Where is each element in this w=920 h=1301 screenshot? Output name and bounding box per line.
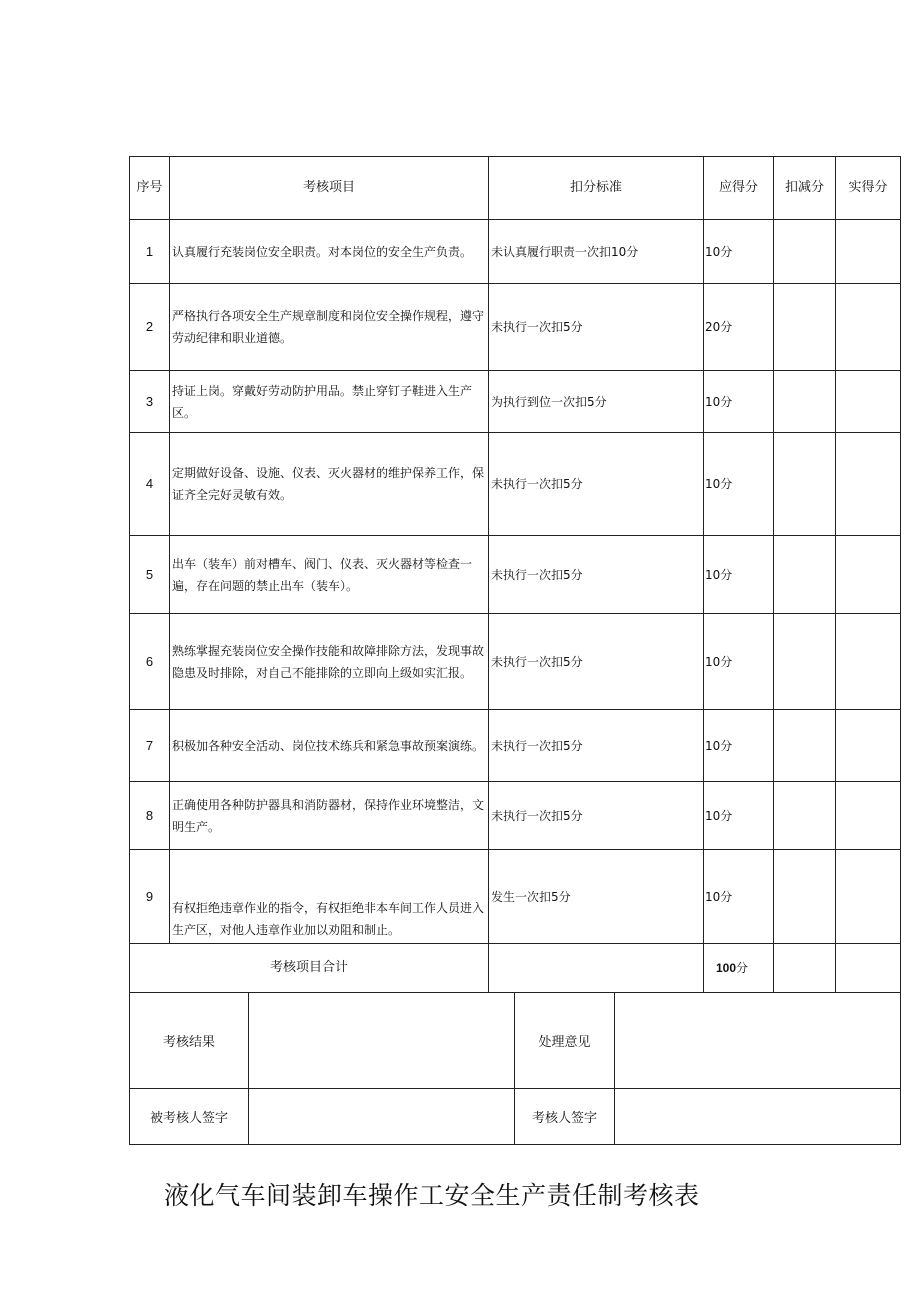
row-deduct-cell[interactable] (774, 433, 836, 536)
row-standard: 未执行一次扣5分 (489, 710, 704, 782)
table-row (130, 371, 901, 433)
row-deduct-cell[interactable] (774, 710, 836, 782)
row-item: 认真履行充装岗位安全职责。对本岗位的安全生产负责。 (170, 220, 489, 284)
header-row (130, 157, 901, 220)
row-no: 9 (130, 850, 170, 944)
row-item: 有权拒绝违章作业的指令，有权拒绝非本车间工作人员进入生产区，对他人违章作业加以劝阻和制止。 (170, 850, 489, 944)
row-no: 3 (130, 371, 170, 433)
table-row (130, 536, 901, 614)
signature-row (130, 1089, 901, 1145)
total-label: 考核项目合计 (130, 944, 489, 993)
header-standard: 扣分标准 (489, 157, 704, 220)
row-actual-cell[interactable] (836, 284, 901, 371)
row-standard: 为执行到位一次扣5分 (489, 371, 704, 433)
row-item: 积极加各种安全活动、岗位技术练兵和紧急事故预案演练。 (170, 710, 489, 782)
row-standard: 发生一次扣5分 (489, 850, 704, 944)
row-no: 8 (130, 782, 170, 850)
row-due: 10分 (704, 782, 774, 850)
row-actual-cell[interactable] (836, 710, 901, 782)
row-deduct-cell[interactable] (774, 371, 836, 433)
header-no: 序号 (130, 157, 170, 220)
row-due: 10分 (704, 220, 774, 284)
row-deduct-cell[interactable] (774, 284, 836, 371)
row-standard: 未执行一次扣5分 (489, 284, 704, 371)
opinion-field[interactable] (615, 993, 901, 1089)
assessor-sign-label: 考核人签字 (515, 1089, 615, 1145)
row-item: 持证上岗。穿戴好劳动防护用品。禁止穿钉子鞋进入生产区。 (170, 371, 489, 433)
table-row (130, 220, 901, 284)
row-due: 10分 (704, 536, 774, 614)
table-row (130, 284, 901, 371)
header-deduct: 扣减分 (774, 157, 836, 220)
table-row (130, 782, 901, 850)
row-no: 7 (130, 710, 170, 782)
row-due: 10分 (704, 710, 774, 782)
row-no: 6 (130, 614, 170, 710)
result-label: 考核结果 (130, 993, 249, 1089)
total-deduct-cell[interactable] (774, 944, 836, 993)
row-due: 20分 (704, 284, 774, 371)
result-table (129, 993, 901, 1145)
table-row (130, 710, 901, 782)
row-deduct-cell[interactable] (774, 536, 836, 614)
row-actual-cell[interactable] (836, 536, 901, 614)
document-title: 液化气车间装卸车操作工安全生产责任制考核表 (164, 1181, 700, 1210)
row-actual-cell[interactable] (836, 850, 901, 944)
row-deduct-cell[interactable] (774, 850, 836, 944)
row-actual-cell[interactable] (836, 614, 901, 710)
total-unit: 分 (736, 961, 749, 975)
row-standard: 未执行一次扣5分 (489, 536, 704, 614)
total-value: 100 (716, 961, 737, 975)
row-deduct-cell[interactable] (774, 614, 836, 710)
table-row (130, 614, 901, 710)
total-actual-cell[interactable] (836, 944, 901, 993)
assessee-sign-field[interactable] (249, 1089, 515, 1145)
assessee-sign-label: 被考核人签字 (130, 1089, 249, 1145)
row-item: 严格执行各项安全生产规章制度和岗位安全操作规程，遵守劳动纪律和职业道德。 (170, 284, 489, 371)
row-no: 1 (130, 220, 170, 284)
row-due: 10分 (704, 371, 774, 433)
header-due: 应得分 (704, 157, 774, 220)
assessment-table (129, 156, 901, 993)
row-no: 5 (130, 536, 170, 614)
row-deduct-cell[interactable] (774, 782, 836, 850)
row-actual-cell[interactable] (836, 782, 901, 850)
header-actual: 实得分 (836, 157, 901, 220)
table-row (130, 433, 901, 536)
row-no: 4 (130, 433, 170, 536)
total-row (130, 944, 901, 993)
row-standard: 未认真履行职责一次扣10分 (489, 220, 704, 284)
row-actual-cell[interactable] (836, 371, 901, 433)
row-due: 10分 (704, 433, 774, 536)
table-row (130, 850, 901, 944)
row-standard: 未执行一次扣5分 (489, 433, 704, 536)
row-item: 定期做好设备、设施、仪表、灭火器材的维护保养工作，保证齐全完好灵敏有效。 (170, 433, 489, 536)
header-item: 考核项目 (170, 157, 489, 220)
result-field[interactable] (249, 993, 515, 1089)
row-item: 出车（装车）前对槽车、阀门、仪表、灭火器材等检查一遍，存在问题的禁止出车（装车）。 (170, 536, 489, 614)
total-value-cell (704, 944, 774, 993)
row-deduct-cell[interactable] (774, 220, 836, 284)
row-due: 10分 (704, 614, 774, 710)
row-actual-cell[interactable] (836, 433, 901, 536)
row-due: 10分 (704, 850, 774, 944)
row-no: 2 (130, 284, 170, 371)
opinion-label: 处理意见 (515, 993, 615, 1089)
row-standard: 未执行一次扣5分 (489, 782, 704, 850)
row-actual-cell[interactable] (836, 220, 901, 284)
total-standard-cell (489, 944, 704, 993)
assessor-sign-field[interactable] (615, 1089, 901, 1145)
assessment-sheet (129, 156, 900, 1145)
result-row (130, 993, 901, 1089)
row-item: 正确使用各种防护器具和消防器材，保持作业环境整洁，文明生产。 (170, 782, 489, 850)
row-item: 熟练掌握充装岗位安全操作技能和故障排除方法，发现事故隐患及时排除，对自己不能排除的立即向上级如实汇报。 (170, 614, 489, 710)
row-standard: 未执行一次扣5分 (489, 614, 704, 710)
